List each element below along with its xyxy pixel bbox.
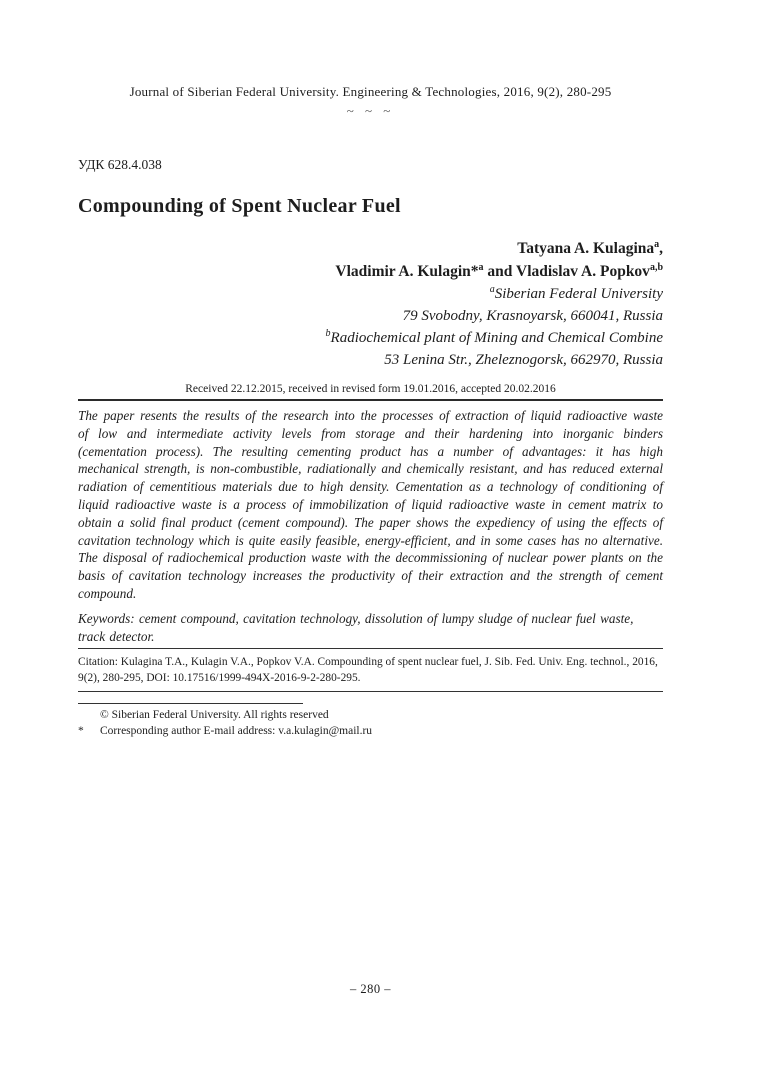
affiliation-a-name	[78, 283, 663, 305]
corresponding-author-asterisk: *	[470, 263, 479, 280]
journal-header: Journal of Siberian Federal University. Engineering & Technologies, 2016, 9(2), 280-295	[129, 84, 612, 99]
article-title: Compounding of Spent Nuclear Fuel	[78, 195, 401, 217]
footnote-corresponding-line	[78, 723, 663, 739]
author-line-1	[78, 237, 663, 260]
author-1-affmark: a	[654, 238, 660, 250]
affiliation-a-address: 79 Svobodny, Krasnoyarsk, 660041, Russia	[402, 308, 663, 324]
citation-text: Citation: Kulagina T.A., Kulagin V.A., Popkov V.A. Compounding of spent nuclear fuel, J. Sib. Fed. Univ. Eng. technol., 2016, 9(2), 280-295, DOI: 10.17516/1999-494X-2016-9-2-280-295.	[78, 656, 658, 684]
abstract-text: The paper resents the results of the research into the processes of extraction of liquid radioactive waste of low and intermediate activity levels from storage and their hardening into inorganic binders (cementation process). The resulting cementing product has a number of advantages: it has high mechanical strength, is non-combustible, radiationally and chemically resistant, and has reduced external radiation of cementitious materials due to high density. Cementation as a technology of conditioning of liquid radioactive waste is a process of immobilization of liquid radioactive waste in cement matrix to obtain a solid final product (cement compound). The paper shows the expediency of using the effects of cavitation technology which is quite easily feasible, energy-efficient, and in some cases has no alternative. The disposal of radiochemical production waste with the decommissioning of nuclear power plants on the basis of cavitation technology increases the productivity of their extraction and the strength of cement compound.	[78, 408, 663, 601]
received-dates-line: Received 22.12.2015, received in revised form 19.01.2016, accepted 20.02.2016	[185, 383, 556, 395]
footnote-copyright-line	[78, 707, 663, 723]
citation-block	[78, 645, 663, 739]
affiliation-b-address: 53 Lenina Str., Zheleznogorsk, 662970, Russia	[384, 352, 663, 368]
author-line-2	[78, 260, 663, 283]
affiliation-a-text: Siberian Federal University	[494, 286, 663, 302]
udk-code: УДК 628.4.038	[78, 157, 162, 172]
divider-under-dates	[78, 399, 663, 401]
copyright-notice: © Siberian Federal University. All rights reserved	[100, 709, 329, 721]
author-1-name: Tatyana A. Kulagina	[517, 240, 655, 257]
citation-divider-bottom	[78, 691, 663, 692]
text-column	[78, 0, 663, 645]
author-3-affmark: a,b	[649, 261, 663, 273]
affiliation-b-mark: b	[325, 328, 331, 339]
author-3-name: Vladislav A. Popkov	[516, 263, 650, 280]
author-2-affmark: a	[478, 261, 484, 273]
corresponding-author-email: Corresponding author E-mail address: v.a.kulagin@mail.ru	[100, 725, 373, 737]
author-2-name: Vladimir A. Kulagin	[335, 263, 471, 280]
affiliations-block	[78, 283, 663, 371]
keywords-text: Keywords: cement compound, cavitation technology, dissolution of lumpy sludge of nuclear fuel waste, track detector.	[78, 610, 634, 644]
author-1-suffix: ,	[659, 240, 663, 257]
page-number: – 280 –	[350, 982, 391, 996]
affiliation-b-text: Radiochemical plant of Mining and Chemical Combine	[330, 330, 663, 346]
authors-connector: and	[483, 263, 516, 280]
authors-block	[78, 237, 663, 283]
affiliation-b-name	[78, 327, 663, 349]
tilde-separator: ~ ~ ~	[346, 103, 395, 118]
footnote-separator	[78, 703, 303, 704]
citation-divider-top	[78, 648, 663, 649]
footnote-asterisk-marker: *	[78, 725, 84, 737]
footnote-indent	[78, 707, 100, 723]
affiliation-a-mark: a	[489, 284, 495, 295]
